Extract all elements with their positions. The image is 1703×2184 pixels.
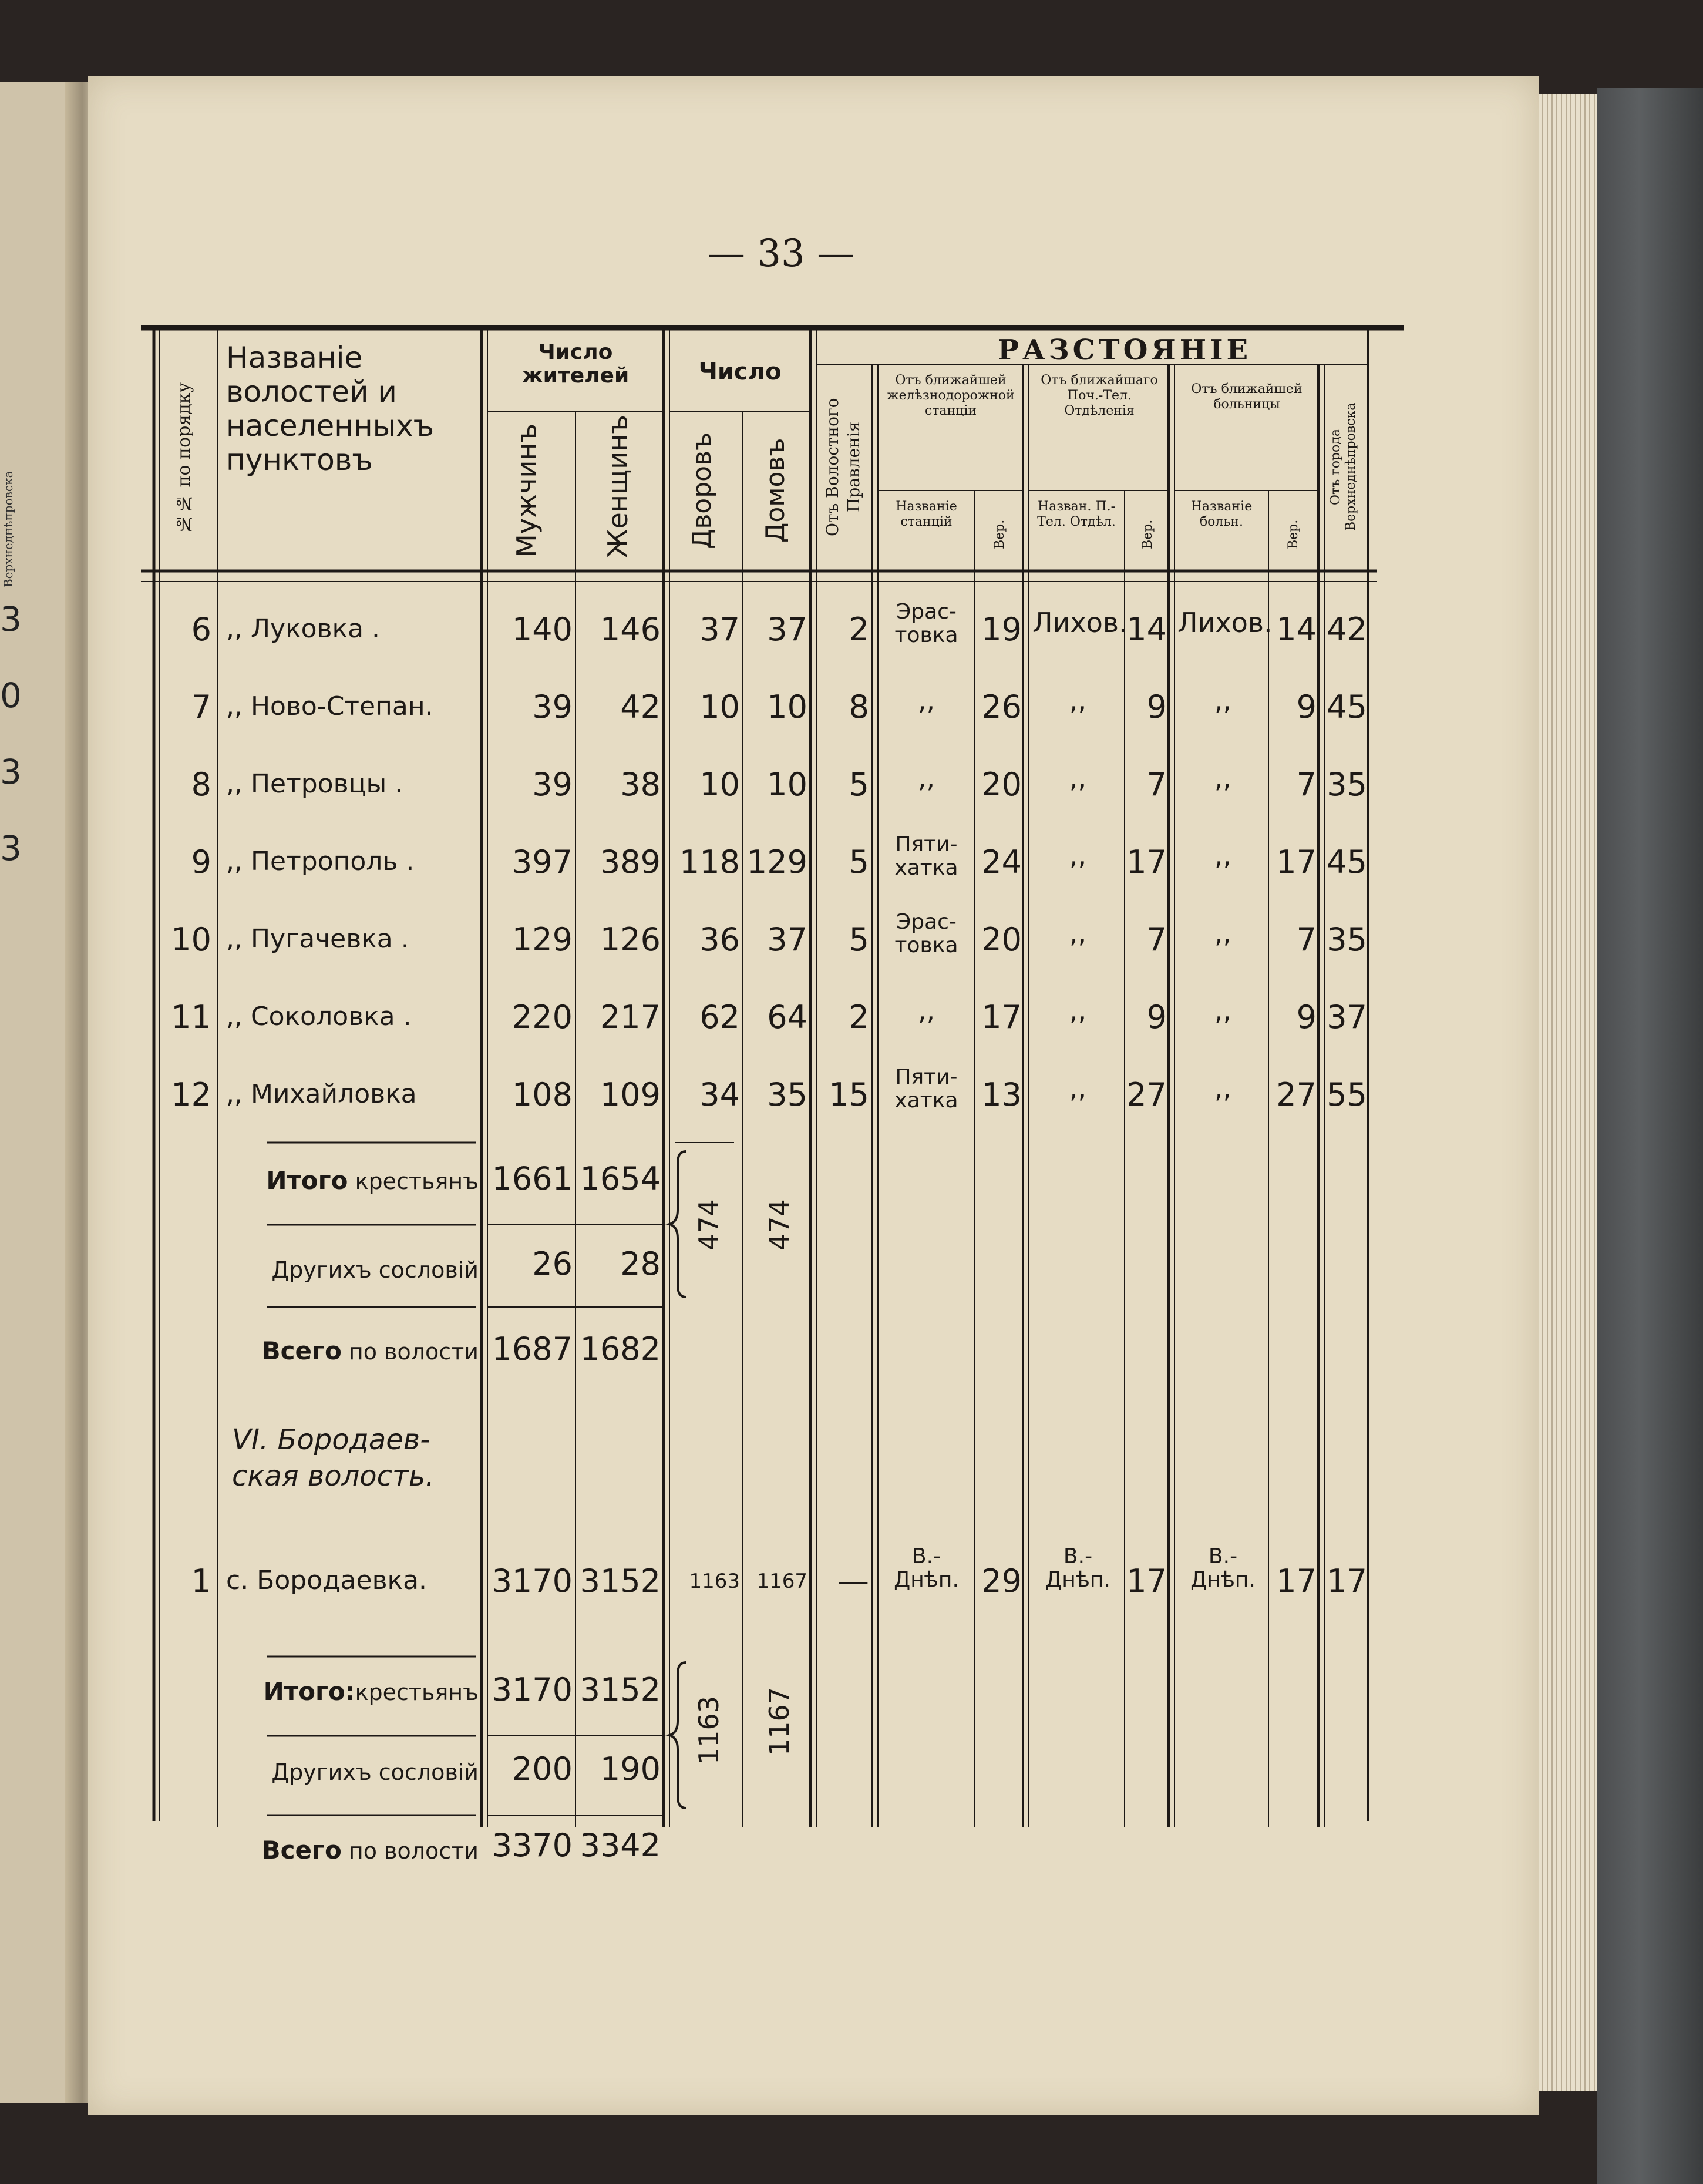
boro-men: 3170	[492, 1563, 573, 1600]
all-men: 1687	[492, 1330, 573, 1367]
row-men: 39	[532, 766, 573, 803]
header-rail: Отъ ближайшей желѣзнодорожной станціи	[887, 373, 1015, 418]
all2-women: 3342	[580, 1827, 661, 1864]
row-name: ,, Соколовка .	[226, 1002, 412, 1031]
total-peasants-women: 1654	[580, 1160, 661, 1197]
row-rail: Эрас- товка	[894, 600, 958, 647]
header-yards: Дворовъ	[687, 432, 717, 549]
left-page-header-fragment: Верхнеднѣпровска	[1, 471, 15, 587]
row-hosp: ,,	[1214, 1072, 1232, 1104]
header-post-name: Назван. П.-Тел. Отдѣл.	[1037, 499, 1116, 529]
row-rail: ,,	[917, 684, 935, 716]
section-title	[232, 1422, 479, 1494]
row-women: 109	[600, 1076, 661, 1113]
row-hosp: ,,	[1214, 994, 1232, 1026]
row-post: ,,	[1069, 762, 1087, 794]
row-name: ,, Михайловка	[226, 1079, 417, 1109]
row-name: ,, Луковка .	[226, 614, 381, 644]
row-men: 397	[511, 844, 573, 881]
yards2-total: 1163	[693, 1695, 725, 1765]
total-peasants-men: 1661	[492, 1160, 573, 1197]
yards-total: 474	[693, 1199, 725, 1251]
boro-post: В.- Днѣп.	[1045, 1544, 1110, 1592]
row-n: 8	[191, 766, 211, 803]
row-name: ,, Пугачевка .	[226, 924, 409, 954]
others2-women: 190	[600, 1750, 661, 1787]
row-post: Лихов.	[1032, 607, 1128, 639]
all2-label	[232, 1836, 479, 1864]
row-hosp-v: 9	[1296, 999, 1317, 1036]
boro-rail-v: 29	[981, 1563, 1022, 1600]
row-women: 389	[600, 844, 661, 881]
header-name-text: Названіе волостей и населенныхъ пунктовъ	[226, 341, 435, 477]
left-digit: 3	[0, 752, 22, 792]
header-rail-name: Названіе станцій	[896, 499, 957, 529]
row-volost: 2	[849, 611, 869, 648]
row-n: 10	[171, 921, 211, 958]
header-number: №№ по порядку	[174, 382, 194, 535]
row-post-v: 9	[1146, 999, 1167, 1036]
row-city: 45	[1327, 844, 1367, 881]
total-label-bold: Итого	[266, 1166, 348, 1195]
row-rail-v: 13	[981, 1076, 1022, 1113]
row-rail-v: 20	[981, 921, 1022, 958]
all-label-bold: Всего	[261, 1336, 342, 1365]
all2-men: 3370	[492, 1827, 573, 1864]
row-city: 55	[1327, 1076, 1367, 1113]
row-rail: Пяти- хатка	[894, 832, 958, 880]
header-inhabitants: Число жителей	[521, 340, 630, 388]
left-digit: 3	[0, 828, 22, 868]
header-women: Женщинъ	[602, 415, 634, 558]
boro-rail: В.- Днѣп.	[894, 1544, 959, 1592]
row-rail-v: 26	[981, 688, 1022, 725]
all-label	[232, 1336, 479, 1365]
header-post-versts: Вер.	[1140, 519, 1155, 550]
row-city: 35	[1327, 766, 1367, 803]
houses2-total: 1167	[763, 1686, 795, 1756]
total-label-text: крестьянъ	[355, 1168, 479, 1194]
row-hosp-v: 7	[1296, 921, 1317, 958]
total-peasants-label	[232, 1166, 479, 1195]
row-n: 11	[171, 999, 211, 1036]
row-houses: 35	[767, 1076, 807, 1113]
row-women: 146	[600, 611, 661, 648]
row-yards: 34	[699, 1076, 740, 1113]
boro-volost: —	[837, 1563, 869, 1600]
all2-label-text: по волости	[348, 1838, 479, 1864]
row-hosp-v: 27	[1276, 1076, 1317, 1113]
row-yards: 118	[679, 844, 740, 881]
row-volost: 5	[849, 921, 869, 958]
row-women: 38	[620, 766, 661, 803]
row-houses: 10	[767, 766, 807, 803]
boro-yards: 1163	[689, 1570, 740, 1593]
header-distance: РАЗСТОЯНІЕ	[997, 334, 1252, 367]
row-post-v: 9	[1146, 688, 1167, 725]
row-volost: 2	[849, 999, 869, 1036]
row-yards: 10	[699, 766, 740, 803]
all-label-text: по волости	[348, 1339, 479, 1365]
row-post-v: 27	[1126, 1076, 1167, 1113]
total2-peasants-men: 3170	[492, 1671, 573, 1708]
header-name	[226, 341, 479, 477]
others-women: 28	[620, 1245, 661, 1282]
row-hosp: ,,	[1214, 684, 1232, 716]
boro-post-v: 17	[1126, 1563, 1167, 1600]
header-count: Число	[698, 358, 782, 385]
total2-peasants-label	[232, 1677, 479, 1706]
row-women: 126	[600, 921, 661, 958]
row-post-v: 14	[1126, 611, 1167, 648]
others2-men: 200	[511, 1750, 573, 1787]
row-hosp-v: 17	[1276, 844, 1317, 881]
row-n: 12	[171, 1076, 211, 1113]
row-houses: 129	[746, 844, 807, 881]
row-n: 9	[191, 844, 211, 881]
header-city: Отъ города Верхнеднѣпровска	[1328, 402, 1358, 532]
row-women: 217	[600, 999, 661, 1036]
row-hosp: ,,	[1214, 917, 1232, 949]
header-from-volost: Отъ Волостного Правленія	[823, 398, 863, 536]
row-post-v: 17	[1126, 844, 1167, 881]
row-volost: 15	[829, 1076, 869, 1113]
row-yards: 62	[699, 999, 740, 1036]
others-men: 26	[532, 1245, 573, 1282]
row-rail-v: 24	[981, 844, 1022, 881]
boro-name: с. Бородаевка.	[226, 1565, 428, 1595]
row-name: ,, Петровцы .	[226, 769, 403, 799]
total2-peasants-women: 3152	[580, 1671, 661, 1708]
row-post-v: 7	[1146, 766, 1167, 803]
row-city: 35	[1327, 921, 1367, 958]
total2-label-bold: Итого:	[263, 1677, 355, 1706]
row-hosp: ,,	[1214, 839, 1232, 871]
header-houses: Домовъ	[760, 438, 790, 543]
header-hosp-versts: Вер.	[1286, 519, 1301, 550]
row-volost: 8	[849, 688, 869, 725]
row-houses: 10	[767, 688, 807, 725]
boro-houses: 1167	[756, 1570, 807, 1593]
row-rail-v: 17	[981, 999, 1022, 1036]
row-rail: Эрас- товка	[894, 910, 958, 957]
row-post: ,,	[1069, 994, 1087, 1026]
boro-n: 1	[191, 1563, 211, 1600]
page-number: — 33 —	[707, 232, 855, 275]
row-houses: 37	[767, 921, 807, 958]
row-rail: Пяти- хатка	[894, 1065, 958, 1113]
boro-city: 17	[1327, 1563, 1367, 1600]
row-volost: 5	[849, 766, 869, 803]
all2-label-bold: Всего	[261, 1836, 342, 1864]
row-men: 220	[511, 999, 573, 1036]
row-hosp: Лихов.	[1177, 607, 1273, 639]
row-n: 6	[191, 611, 211, 648]
row-city: 45	[1327, 688, 1367, 725]
row-n: 7	[191, 688, 211, 725]
row-rail: ,,	[917, 994, 935, 1026]
row-post: ,,	[1069, 1072, 1087, 1104]
row-volost: 5	[849, 844, 869, 881]
others2-label: Другихъ сословій	[271, 1759, 479, 1785]
row-rail: ,,	[917, 762, 935, 794]
all-women: 1682	[580, 1330, 661, 1367]
row-city: 42	[1327, 611, 1367, 648]
section-title-line1: VI. Бородаев-	[232, 1423, 430, 1456]
houses-total: 474	[763, 1199, 795, 1251]
row-post: ,,	[1069, 684, 1087, 716]
left-digit: 3	[0, 599, 22, 639]
row-women: 42	[620, 688, 661, 725]
row-rail-v: 20	[981, 766, 1022, 803]
row-post: ,,	[1069, 917, 1087, 949]
row-name: ,, Ново-Степан.	[226, 691, 433, 721]
header-hosp: Отъ ближайшей больницы	[1191, 382, 1303, 412]
boro-women: 3152	[580, 1563, 661, 1600]
header-men: Мужчинъ	[511, 424, 543, 558]
row-men: 140	[511, 611, 573, 648]
row-yards: 10	[699, 688, 740, 725]
boro-hosp: В.- Днѣп.	[1190, 1544, 1256, 1592]
row-city: 37	[1327, 999, 1367, 1036]
row-houses: 64	[767, 999, 807, 1036]
header-rail-versts: Вер.	[992, 519, 1007, 550]
row-yards: 36	[699, 921, 740, 958]
others-label: Другихъ сословій	[271, 1257, 479, 1283]
row-hosp-v: 7	[1296, 766, 1317, 803]
left-digit: 0	[0, 676, 22, 715]
boro-hosp-v: 17	[1276, 1563, 1317, 1600]
row-men: 129	[511, 921, 573, 958]
row-post-v: 7	[1146, 921, 1167, 958]
row-name: ,, Петрополь .	[226, 846, 415, 876]
row-rail-v: 19	[981, 611, 1022, 648]
row-post: ,,	[1069, 839, 1087, 871]
header-post: Отъ ближайшаго Поч.-Тел. Отдѣленія	[1041, 373, 1158, 418]
header-hosp-name: Названіе больн.	[1190, 499, 1253, 529]
row-hosp-v: 9	[1296, 688, 1317, 725]
row-yards: 37	[699, 611, 740, 648]
row-men: 39	[532, 688, 573, 725]
row-men: 108	[511, 1076, 573, 1113]
row-hosp: ,,	[1214, 762, 1232, 794]
row-hosp-v: 14	[1276, 611, 1317, 648]
row-houses: 37	[767, 611, 807, 648]
total2-label-text: крестьянъ	[355, 1679, 479, 1705]
section-title-line2: ская волость.	[232, 1460, 435, 1493]
